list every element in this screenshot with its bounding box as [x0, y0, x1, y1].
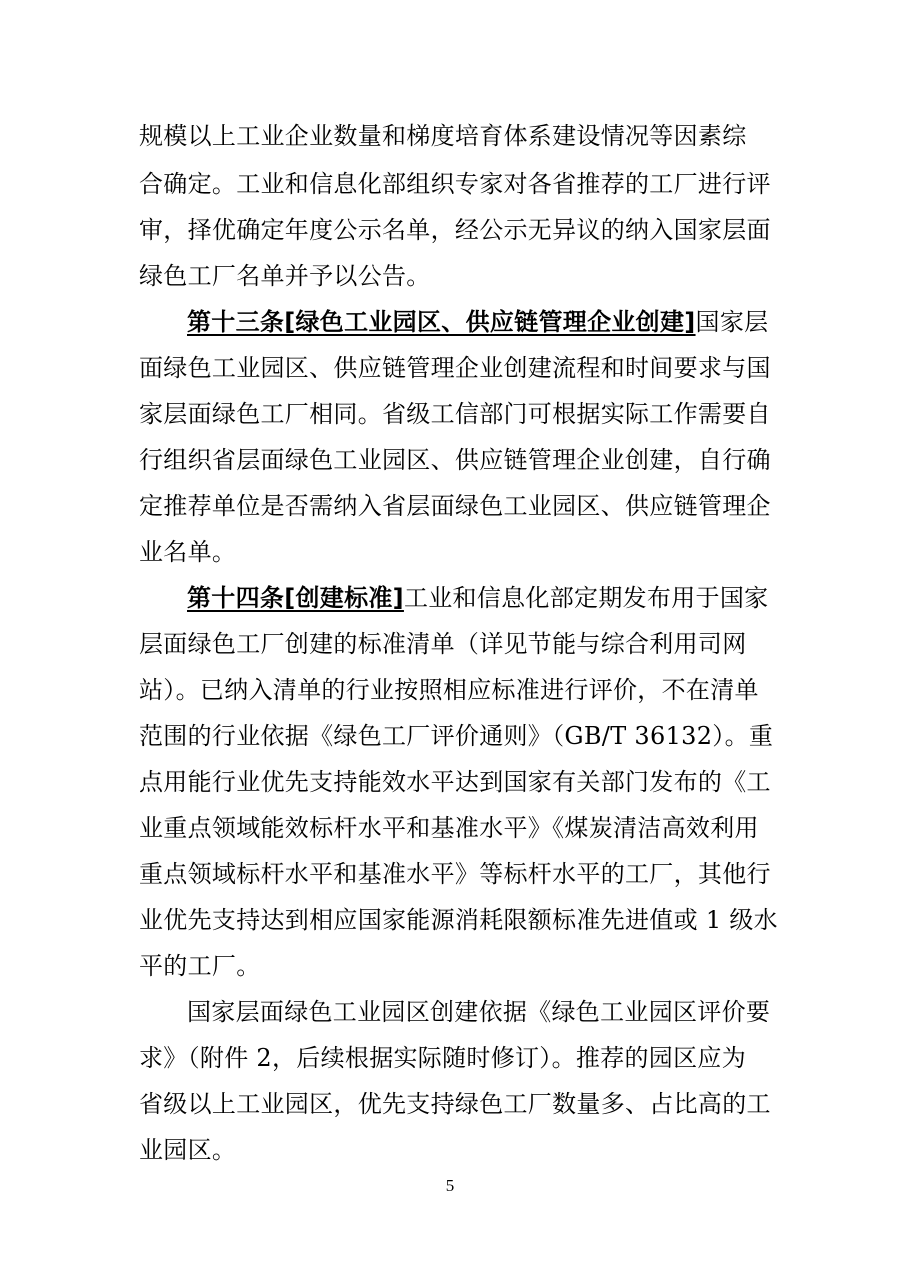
body-line: 业优先支持达到相应国家能源消耗限额标准先进值或 1 级水 — [139, 906, 778, 934]
body-line: 站）。已纳入清单的行业按照相应标准进行评价，不在清单 — [139, 676, 759, 704]
body-line: 面绿色工业园区、供应链管理企业创建流程和时间要求与国 — [139, 354, 771, 382]
body-line: 平的工厂。 — [139, 952, 261, 980]
body-text: 国家层 — [695, 308, 769, 336]
body-line: 绿色工厂名单并予以公告。 — [139, 262, 431, 290]
body-line: 重点领域标杆水平和基准水平》等标杆水平的工厂，其他行 — [139, 860, 771, 888]
body-line: 求》（附件 2，后续根据实际随时修订）。推荐的园区应为 — [139, 1044, 746, 1072]
article-13-heading: 第十三条[绿色工业园区、供应链管理企业创建] — [187, 308, 696, 336]
article-13-line — [187, 306, 768, 338]
body-line: 审，择优确定年度公示名单，经公示无异议的纳入国家层面 — [139, 216, 771, 244]
body-line: 业园区。 — [139, 1136, 237, 1164]
body-line: 范围的行业依据《绿色工厂评价通则》（GB/T 36132）。重 — [139, 722, 774, 750]
page-number: 5 — [445, 1176, 455, 1195]
article-14-line — [187, 582, 768, 614]
body-line: 国家层面绿色工业园区创建依据《绿色工业园区评价要 — [187, 998, 771, 1026]
body-line: 点用能行业优先支持能效水平达到国家有关部门发布的《工 — [139, 768, 771, 796]
body-line: 定推荐单位是否需纳入省层面绿色工业园区、供应链管理企 — [139, 492, 771, 520]
article-14-heading: 第十四条[创建标准] — [187, 584, 404, 612]
body-line: 业重点领域能效标杆水平和基准水平》《煤炭清洁高效利用 — [139, 814, 759, 842]
body-line: 层面绿色工厂创建的标准清单（详见节能与综合利用司网 — [139, 630, 747, 658]
body-line: 业名单。 — [139, 538, 237, 566]
body-line: 家层面绿色工厂相同。省级工信部门可根据实际工作需要自 — [139, 400, 771, 428]
body-text: 工业和信息化部定期发布用于国家 — [403, 584, 769, 612]
body-line: 省级以上工业园区，优先支持绿色工厂数量多、占比高的工 — [139, 1090, 771, 1118]
body-line: 规模以上工业企业数量和梯度培育体系建设情况等因素综 — [139, 122, 747, 150]
body-line: 行组织省层面绿色工业园区、供应链管理企业创建，自行确 — [139, 446, 771, 474]
body-line: 合确定。工业和信息化部组织专家对各省推荐的工厂进行评 — [139, 170, 771, 198]
